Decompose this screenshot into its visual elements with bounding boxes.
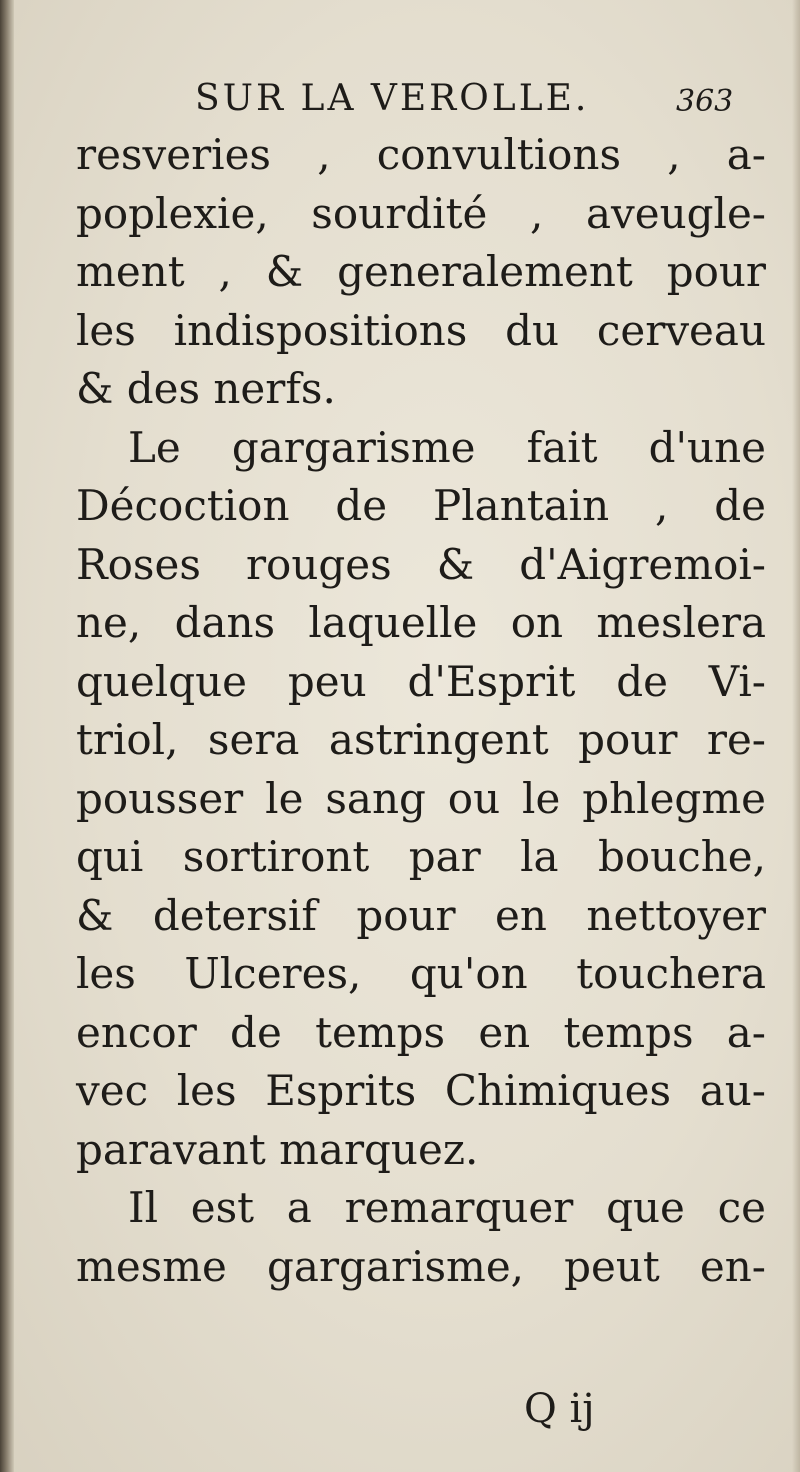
text-line: Roses rouges & d'Aigremoi-	[76, 539, 766, 589]
text-line: Décoction de Plantain , de	[76, 481, 766, 530]
text-line: mesme gargarisme, peut en-	[76, 1241, 766, 1291]
signature-mark: Q ij	[524, 1386, 595, 1432]
text-line: quelque peu d'Esprit de Vi-	[76, 656, 766, 706]
text-line: encor de temps en temps a-	[76, 1007, 766, 1057]
text-line: qui sortiront par la bouche,	[76, 832, 766, 881]
text-line: ment , & generalement pour	[76, 247, 766, 296]
text-line: & des nerfs.	[76, 364, 336, 413]
text-line: & detersif pour en nettoyer	[76, 890, 766, 940]
running-title: SUR LA VEROLLE.	[195, 78, 590, 119]
text-line: resveries , convultions , a-	[76, 130, 766, 179]
text-line: Il est a remarquer que ce	[128, 1183, 766, 1232]
body-text	[76, 126, 766, 1296]
text-line: pousser le sang ou le phlegme	[76, 773, 766, 823]
binding-gutter	[0, 0, 14, 1472]
text-line: triol, sera astringent pour re-	[76, 715, 766, 764]
page-edge-shadow	[792, 0, 800, 1472]
text-line: poplexie, sourdité , aveugle-	[76, 188, 766, 238]
page-number: 363	[676, 84, 734, 119]
text-line: les indispositions du cerveau	[76, 305, 766, 355]
page-header	[0, 72, 800, 132]
text-line: vec les Esprits Chimiques au-	[76, 1066, 766, 1115]
text-line: paravant marquez.	[76, 1124, 479, 1174]
text-line: ne, dans laquelle on meslera	[76, 598, 766, 647]
text-line: Le gargarisme fait d'une	[128, 422, 766, 472]
text-line: les Ulceres, qu'on touchera	[76, 949, 766, 998]
